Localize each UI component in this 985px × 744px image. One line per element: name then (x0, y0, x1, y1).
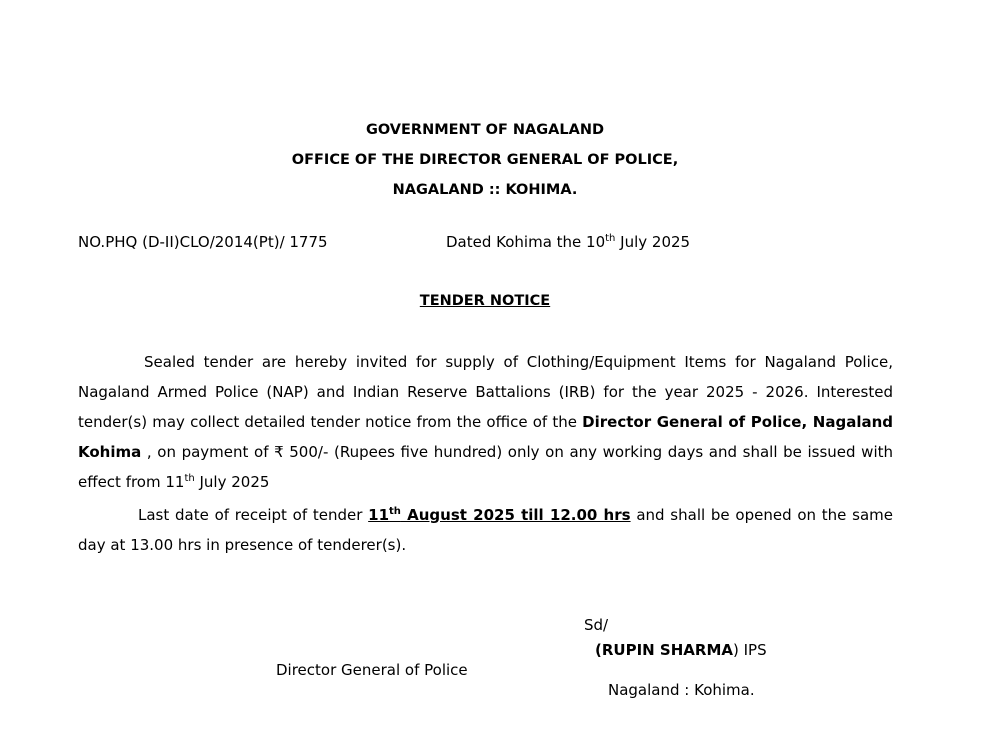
last-date-day: 11 (368, 506, 390, 524)
para1-text-3: July 2025 (194, 473, 270, 491)
paragraph-last-date (78, 500, 893, 560)
last-date-sup: th (389, 506, 401, 517)
para2-text-1: Last date of receipt of tender (138, 506, 369, 524)
reference-number: NO.PHQ (D-II)CLO/2014(Pt)/ 1775 (78, 233, 328, 251)
signatory-name-line (595, 641, 767, 659)
dated-prefix: Dated Kohima the 10 (446, 233, 606, 251)
header-line-2: OFFICE OF THE DIRECTOR GENERAL OF POLICE, (291, 152, 679, 168)
paragraph-invitation (78, 347, 893, 497)
signatory-name: (RUPIN SHARMA (595, 641, 733, 659)
signatory-designation: Director General of Police (276, 661, 468, 679)
last-date-highlight (368, 506, 630, 524)
para1-sup: th (184, 473, 195, 484)
notice-title: TENDER NOTICE (419, 293, 551, 309)
header-line-1: GOVERNMENT OF NAGALAND (365, 122, 605, 138)
para1-text-1: Sealed tender are hereby invited for supply of Clothing/Equipment Items for Nagaland Police, Nagaland Armed Police (NAP) and Indian Reserve Battalions (IRB) for the year 2025 - 2026. Interested tender(s) may collect detailed tender notice from the office of the (78, 353, 893, 431)
dated-suffix: July 2025 (615, 233, 691, 251)
signatory-place: Nagaland : Kohima. (608, 681, 755, 699)
dated-line (446, 233, 690, 251)
signature-sd: Sd/ (584, 616, 609, 634)
signatory-suffix: ) IPS (733, 641, 767, 659)
last-date-rest: August 2025 till 12.00 hrs (400, 506, 631, 524)
para2-text-2: and shall be opened on the same day at 13.00 hrs in presence of tenderer(s). (78, 506, 893, 554)
para1-text-2: , on payment of ₹ 500/- (Rupees five hundred) only on any working days and shall be issued with effect from 11 (78, 443, 893, 491)
header-line-3: NAGALAND :: KOHIMA. (392, 182, 578, 198)
dated-sup: th (605, 233, 616, 244)
para1-bold-office: Director General of Police, Nagaland Kohima (78, 413, 893, 461)
